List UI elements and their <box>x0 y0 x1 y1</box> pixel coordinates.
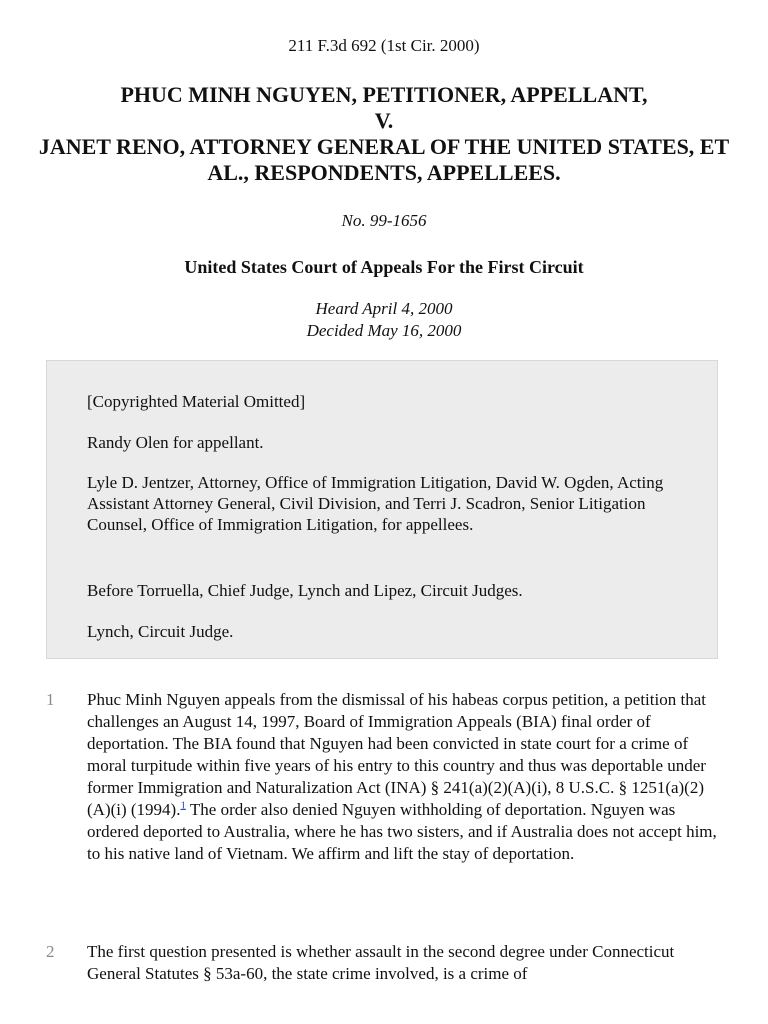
paragraph-text-part: The order also denied Nguyen withholding of deportation. Nguyen was ordered deported to Australia, where he has two sisters, and if Australia does not accept him, to his native land of Vietnam. We affirm and lift the stay of deportation. <box>87 800 717 863</box>
footnote-link[interactable]: 1 <box>180 799 186 812</box>
copyright-notice: [Copyrighted Material Omitted] <box>87 392 306 411</box>
decided-date: Decided May 16, 2000 <box>306 321 462 340</box>
opinion-author: Lynch, Circuit Judge. <box>87 622 234 641</box>
case-citation: 211 F.3d 692 (1st Cir. 2000) <box>288 36 480 55</box>
case-header-box <box>46 360 718 659</box>
case-title <box>30 82 738 186</box>
docket-number: No. 99-1656 <box>341 211 427 230</box>
hearing-dates <box>0 298 768 342</box>
paragraph-number: 1 <box>46 690 55 709</box>
appellee-counsel: Lyle D. Jentzer, Attorney, Office of Immigration Litigation, David W. Ogden, Acting Assistant Attorney General, Civil Division, and Terri J. Scadron, Senior Litigation Counsel, Office of Immigration Litigation, for appellees. <box>87 473 664 534</box>
paragraph-text: The first question presented is whether assault in the second degree under Connecticut General Statutes § 53a-60, the state crime involved, is a crime of <box>87 942 675 983</box>
paragraph-text <box>87 689 719 865</box>
paragraph-number: 2 <box>46 942 55 961</box>
court-name: United States Court of Appeals For the First Circuit <box>184 257 584 277</box>
heard-date: Heard April 4, 2000 <box>315 299 453 318</box>
judge-panel: Before Torruella, Chief Judge, Lynch and Lipez, Circuit Judges. <box>87 581 523 600</box>
case-title-appellee: JANET RENO, ATTORNEY GENERAL OF THE UNITED STATES, ET AL., RESPONDENTS, APPELLEES. <box>38 134 730 185</box>
case-title-versus: V. <box>374 108 394 133</box>
appellant-counsel: Randy Olen for appellant. <box>87 433 264 452</box>
paragraph-text-part: Phuc Minh Nguyen appeals from the dismissal of his habeas corpus petition, a petition that challenges an August 14, 1997, Board of Immigration Appeals (BIA) final order of deportation. The BIA found that Nguyen had been convicted in state court for a crime of moral turpitude within five years of his entry to this country and thus was deportable under former Immigration and Naturalization Act (INA) § 241(a)(2)(A)(i), 8 U.S.C. § 1251(a)(2)(A)(i) (1994). <box>87 690 706 819</box>
case-title-appellant: PHUC MINH NGUYEN, PETITIONER, APPELLANT, <box>120 82 648 107</box>
